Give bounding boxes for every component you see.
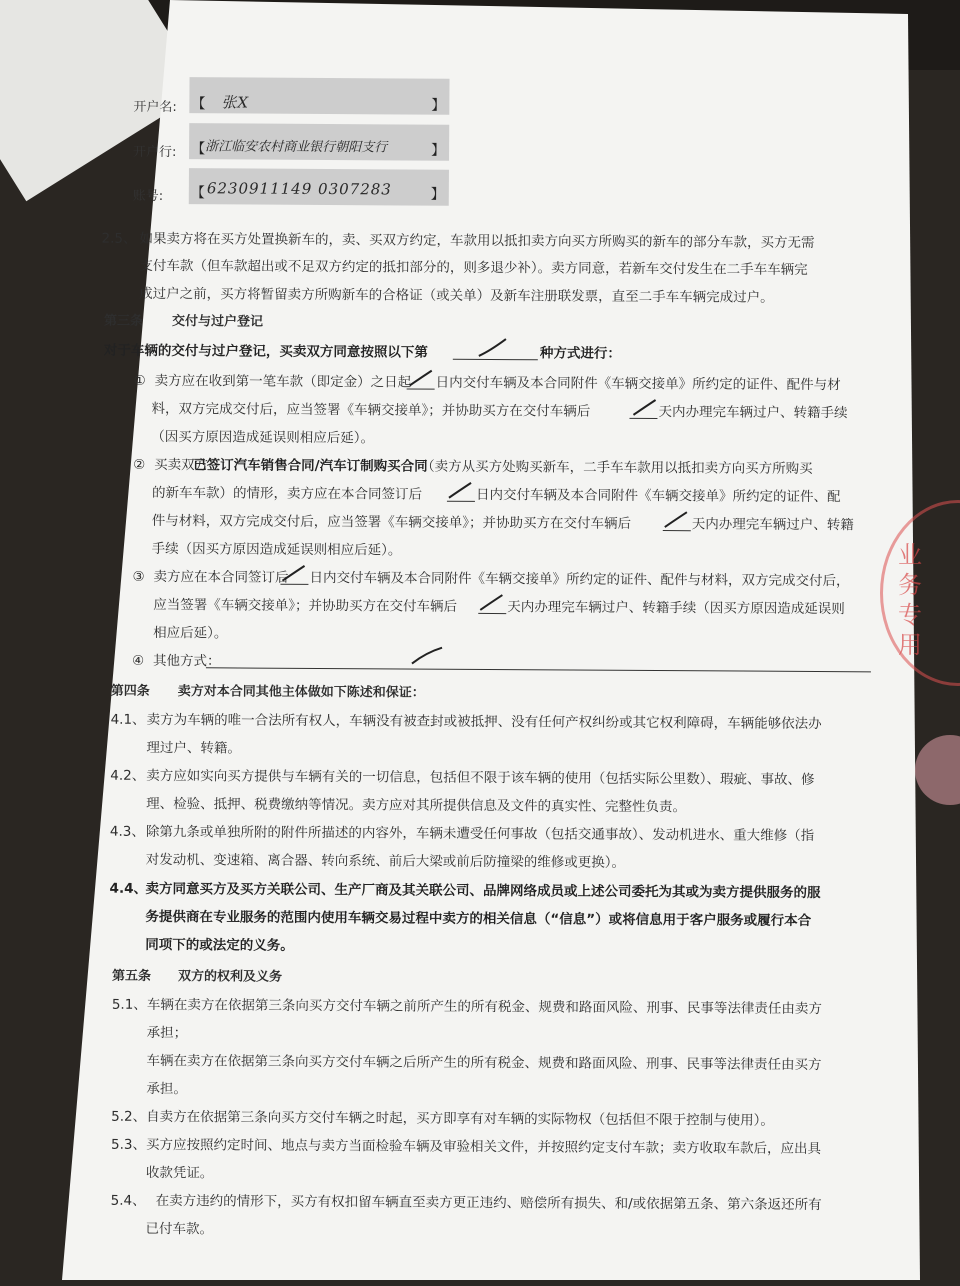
clause-number: 2.5、 [101,230,137,247]
fill-blank [407,388,435,389]
clause-text: 承担。 [146,1080,187,1098]
account-number-value: 6230911149 0307283 [206,179,392,199]
account-name-value: 张X [221,93,250,112]
clause-number: 5.3、 [110,1136,147,1153]
option-text: （卖方从买方处购买新车，二手车车款用以抵扣卖方向买方所购买 [421,458,813,477]
clause-text: 在卖方违约的情形下，买方有权扣留车辆直至卖方更正违约、赔偿所有损失、和/或依据第五条、第六条返还所有 [155,1192,822,1214]
option-text: 日内交付车辆及本合同附件《车辆交接单》所约定的证件、配件与材 [435,374,841,394]
account-bank-value: 浙江临安农村商业银行朝阳支行 [205,139,388,156]
option-text: 的新车车款）的情形，卖方应在本合同签订后 [151,484,423,503]
option-text: 天内办理完车辆过户、转籍手续 [658,404,848,422]
bracket-close: 】 [430,186,445,203]
clause-text: 如果卖方将在买方处置换新车的，卖、买双方约定，车款用以抵扣卖方向买方所购买的新车的部分车款，买方无需 [139,230,815,251]
clause-number: 5.4、 [110,1192,146,1209]
account-number-label: 账号: [132,188,164,205]
article-number: 第四条 [110,683,150,699]
article-number: 第三条 [103,313,144,329]
clause-text-bold: 卖方同意买方及买方关联公司、生产厂商及其关联公司、品牌网络成员或上述公司委托为其或为卖方提供服务的服 [145,880,821,902]
option-text: 日内交付车辆及本合同附件《车辆交接单》所约定的证件、配 [475,486,841,506]
clause-number: 5.2、 [111,1108,147,1125]
clause-text: 理、检验、抵押、税费缴纳等情况。卖方应对其所提供信息及文件的真实性、完整性负责。 [146,795,687,816]
option-text: 料，双方完成交付后，应当签署《车辆交接单》；并协助买方在交付车辆后 [151,400,591,420]
option-text: 卖方应在收到第一笔车款（即定金）之日起 [154,372,412,391]
clause-text: 承担； [146,1024,188,1042]
bracket-open: 【 [191,96,206,113]
option-text: 相应后延）。 [153,624,228,642]
option-text: 天内办理完车辆过户、转籍 [691,516,854,534]
account-bank-label: 开户行: [133,144,177,161]
clause-number: 5.1、 [111,996,147,1013]
bracket-close: 】 [431,97,446,114]
clause-text: 收款凭证。 [145,1164,214,1182]
clause-text: 卖方应如实向买方提供与车辆有关的一切信息，包括但不限于该车辆的使用（包括实际公里数）、瑕疵、事故、修 [146,767,815,788]
fill-blank [206,667,871,672]
clause-text: 买方应按照约定时间、地点与卖方当面检验车辆及审验相关文件，并按照约定支付车款；卖方收取车款后，应出具 [145,1136,822,1158]
option-text: 其他方式： [152,652,221,670]
handwritten-mark [410,645,444,667]
option-text: （因买方原因造成延误则相应后延）。 [151,428,375,447]
article-title: 双方的权利及义务 [177,969,283,985]
account-name-label: 开户名: [133,99,177,116]
clause-text: 车辆在卖方在依据第三条向买方交付车辆之后所产生的所有税金、规费和路面风险、刑事、民事等法律责任由买方 [146,1052,822,1074]
option-text: 应当签署《车辆交接单》；并协助买方在交付车辆后 [153,596,458,615]
clause-text-bold: 同项下的或法定的义务。 [145,936,294,954]
clause-number: 4.3、 [109,823,145,840]
clause-text: 车辆在卖方在依据第三条向买方交付车辆之前所产生的所有税金、规费和路面风险、刑事、民事等法律责任由卖方 [146,996,822,1018]
option-number: ① [133,372,146,389]
article3-intro-end: 种方式进行： [539,345,621,362]
option-text-bold: 已签订汽车销售合同/汽车订制购买合同 [193,457,428,475]
fill-blank [478,613,506,614]
clause-text: 自卖方在依据第三条向买方交付车辆之时起，买方即享有对车辆的实际物权（包括但不限于控制与使用）。 [146,1108,774,1129]
option-number: ② [133,456,146,473]
clause-number: 4.2、 [110,767,146,784]
handwritten-mark [661,508,695,530]
clause-text-bold: 务提供商在专业服务的范围内使用车辆交易过程中卖方的相关信息（“信息”）或将信息用于客户服务或履行本合 [145,908,812,929]
clause-text: 卖方为车辆的唯一合法所有权人，车辆没有被查封或被抵押、没有任何产权纠纷或其它权利障碍，车辆能够依法办 [146,711,822,733]
clause-text: 除第九条或单独所附的附件所描述的内容外，车辆未遭受任何事故（包括交通事故）、发动机进水、重大维修（指 [145,823,815,844]
clause-text: 理过户、转籍。 [146,739,241,757]
option-text: 件与材料，双方完成交付后，应当签署《车辆交接单》；并协助买方在交付车辆后 [151,512,632,532]
article3-intro: 对于车辆的交付与过户登记，买卖双方同意按照以下第 [103,342,428,361]
option-number: ③ [132,568,145,585]
stamp-text: 业务专用 [898,541,922,659]
bracket-close: 】 [431,142,446,159]
bracket-open: 【 [191,141,206,158]
handwritten-mark [476,591,510,613]
article-title: 卖方对本合同其他主体做如下陈述和保证： [177,684,425,701]
article-number: 第五条 [111,968,152,984]
fill-blank [629,418,657,419]
handwritten-mark [278,562,312,584]
option-text: 天内办理完车辆过户、转籍手续（因买方原因造成延误则 [507,599,845,618]
clause-text: 已付车款。 [145,1220,214,1238]
option-number: ④ [131,652,145,669]
handwritten-mark [406,366,440,388]
clause-text: 支付车款（但车款超出或不足双方约定的抵扣部分的，则多退少补）。卖方同意，若新车交付发生在二手车车辆完 [139,257,808,278]
option-text: 卖方应在本合同签订后 [153,568,289,586]
article-title: 交付与过户登记 [171,314,264,330]
bracket-open: 【 [190,185,205,202]
clause-text: 对发动机、变速箱、离合器、转向系统、前后大梁或前后防撞梁的维修或更换）。 [145,851,626,871]
fill-blank [280,584,308,585]
option-text: 手续（因买方原因造成延误则相应后延）。 [151,540,402,559]
fill-blank [663,530,691,531]
clause-text: 成过户之前，买方将暂留卖方所购新车的合格证（或关单）及新车注册联发票，直至二手车车辆完成过户。 [139,285,774,306]
option-text: 买卖双方 [154,456,209,474]
option-text: 日内交付车辆及本合同附件《车辆交接单》所约定的证件、配件与材料，双方完成交付后， [309,569,850,590]
clause-number: 4.1、 [110,711,146,728]
clause-number: 4.4、 [109,880,148,897]
handwritten-mark [445,479,479,501]
fill-blank [447,501,475,502]
handwritten-mark [476,337,510,359]
